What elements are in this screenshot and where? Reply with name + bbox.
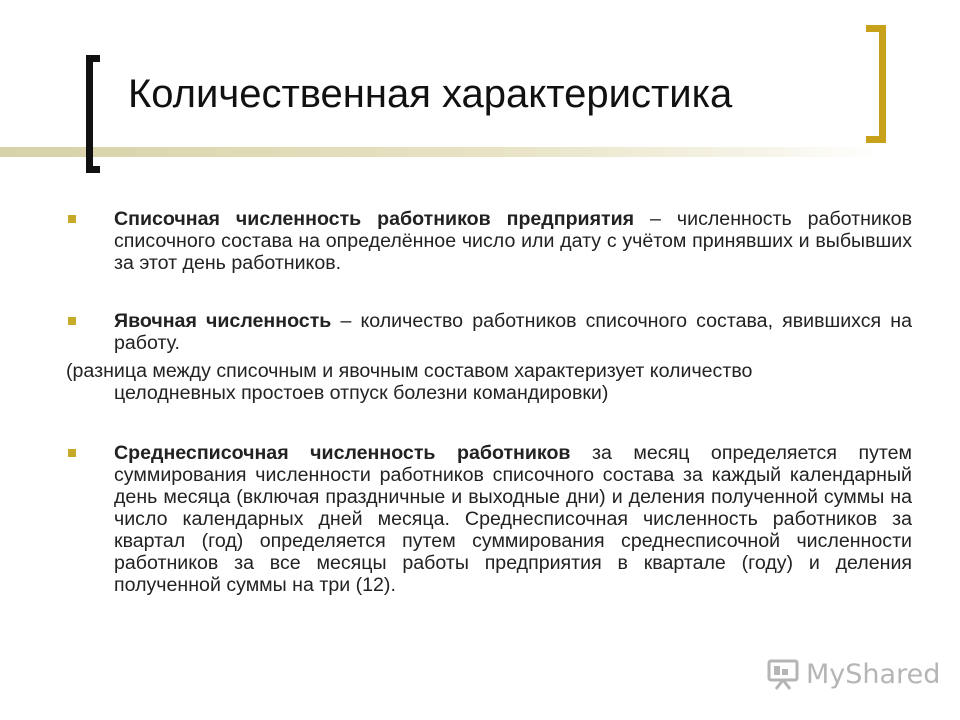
bullet-item-average-headcount (66, 442, 912, 596)
note-line-1: (разница между списочным и явочным составом характеризует количество (66, 360, 753, 382)
bullet-definition: – численность работников списочного состава на определённое число или дату с учётом принявших и выбывших за этот день работников. (114, 208, 912, 274)
presentation-board-icon (766, 657, 800, 691)
note-paragraph (66, 360, 912, 404)
bullet-definition: за месяц определяется путем суммирования численности работников списочного состава за каждый календарный день месяца (включая праздничные и выходные дни) и деления полученной суммы на число календарных дней месяца. Среднесписочная численность работников за квартал (год) определяется путем суммирования среднесписочной численности работников за все месяцы работы предприятия в квартале (году) и деления полученной суммы на три (12). (114, 442, 912, 596)
right-bracket-decoration (866, 25, 886, 143)
slide-content (66, 208, 912, 596)
bullet-definition: – количество работников списочного состава, явившихся на работу. (114, 310, 913, 354)
square-bullet-icon (68, 317, 76, 325)
slide-title: Количественная характеристика (128, 72, 733, 116)
bullet-term: Списочная численность работников предприятия (114, 208, 635, 230)
left-bracket-decoration (86, 55, 100, 173)
square-bullet-icon (68, 449, 76, 457)
myshared-watermark (766, 656, 940, 692)
note-line-2: целодневных простоев отпуск болезни командировки) (114, 382, 609, 404)
bullet-term: Явочная численность (114, 310, 332, 332)
square-bullet-icon (68, 215, 76, 223)
watermark-label: MyShared (806, 658, 941, 690)
bullet-item-attendance-headcount (66, 310, 912, 354)
bullet-term: Среднесписочная численность работников (114, 442, 571, 464)
title-underline-rule (0, 147, 880, 157)
bullet-item-list-headcount (66, 208, 912, 274)
